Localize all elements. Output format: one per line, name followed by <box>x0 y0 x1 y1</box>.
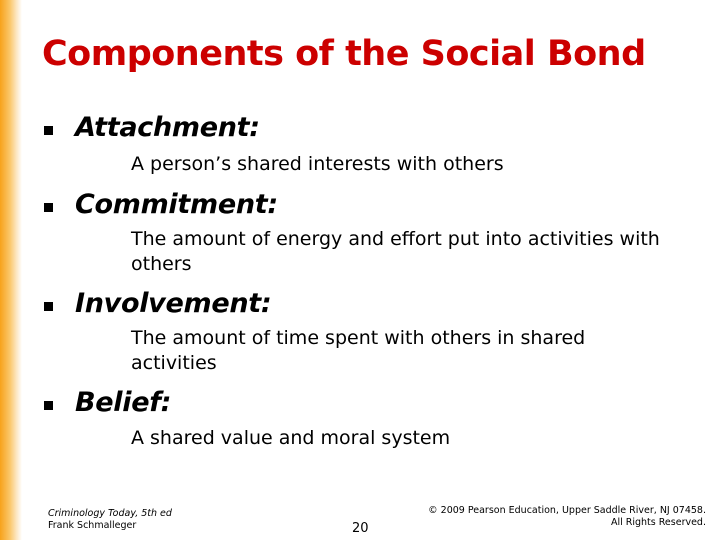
bullet-marker <box>44 126 53 135</box>
bullet-marker <box>44 401 53 410</box>
page-number: 20 <box>352 521 369 536</box>
footer-book-title: Criminology Today, 5th ed <box>48 508 172 519</box>
definition-commitment: The amount of energy and effort put into activities with others <box>131 228 660 275</box>
term-belief: Belief: <box>75 387 172 418</box>
copyright-line-2: All Rights Reserved. <box>610 517 706 528</box>
definition-involvement: The amount of time spent with others in shared activities <box>131 327 586 374</box>
term-attachment: Attachment: <box>75 112 260 143</box>
accent-side-bar <box>0 0 22 540</box>
definition-belief: A shared value and moral system <box>131 427 451 449</box>
footer-copyright <box>428 505 706 529</box>
bullet-marker <box>44 203 53 212</box>
copyright-line-1: © 2009 Pearson Education, Upper Saddle River, NJ 07458. <box>428 505 706 516</box>
footer-author: Frank Schmalleger <box>48 520 137 531</box>
term-commitment: Commitment: <box>75 189 278 220</box>
footer-citation <box>48 508 172 532</box>
definition-attachment: A person’s shared interests with others <box>131 153 504 175</box>
term-involvement: Involvement: <box>75 288 272 319</box>
bullet-marker <box>44 302 53 311</box>
slide-title: Components of the Social Bond <box>42 34 646 74</box>
